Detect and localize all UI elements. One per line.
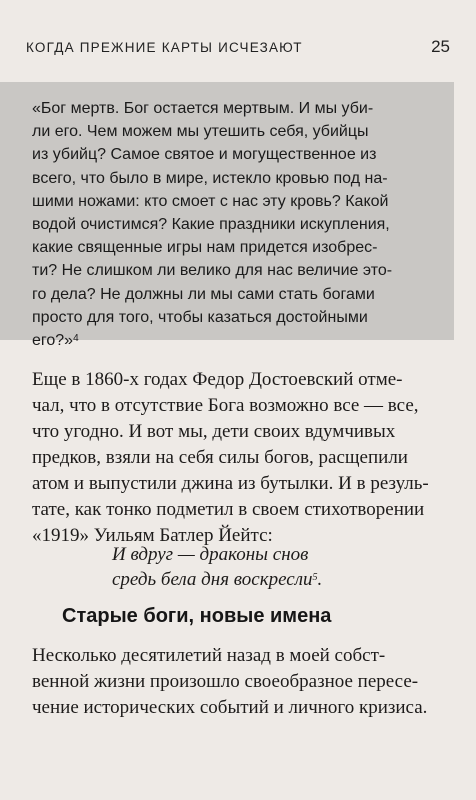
quote-line: из убийц? Самое святое и могущественное из [32,146,377,164]
paragraph-dostoevsky [32,367,462,549]
yeats-verse [112,542,322,592]
quote-line: водой очистимся? Какие праздники искупления, [32,216,390,234]
quote-line: просто для того, чтобы казаться достойными [32,308,368,326]
body-line: чал, что в отсутствие Бога возможно все — все, [32,395,419,416]
nietzsche-quote [32,97,462,352]
body-line: атом и выпустили джина из бутылки. И в резуль- [32,473,429,494]
body-line: что угодно. И вот мы, дети своих вдумчивых [32,421,396,442]
verse-period: . [317,569,323,590]
paragraph-decades [32,643,462,721]
quote-line: го дела? Не должны ли мы сами стать богами [32,285,375,303]
running-head: КОГДА ПРЕЖНИЕ КАРТЫ ИСЧЕЗАЮТ [26,40,303,55]
quote-line: ти? Не слишком ли велико для нас величие это- [32,262,393,280]
quote-line-end: его?» [32,332,74,350]
quote-line: какие священные игры нам придется изобрес- [32,239,378,257]
quote-line-last [32,329,462,352]
body-line: предков, взяли на себя силы богов, расщепили [32,447,408,468]
body-line: «1919» Уильям Батлер Йейтс: [32,525,273,546]
quote-line: ли его. Чем можем мы утешить себя, убийцы [32,123,369,141]
quote-line: всего, что было в мире, истекло кровью под на- [32,169,388,187]
footnote-marker-5[interactable]: 5 [312,572,318,583]
quote-line: шими ножами: кто смоет с нас эту кровь? Какой [32,192,389,210]
page-header [26,36,450,62]
verse-line-1: И вдруг — драконы снов [112,544,309,565]
section-heading: Старые боги, новые имена [62,605,332,627]
body-line: Несколько десятилетий назад в моей собст- [32,645,386,666]
body-line: тате, как тонко подметил в своем стихотворении [32,499,425,520]
page-number: 25 [431,37,450,56]
footnote-marker-4[interactable]: 4 [73,333,79,345]
quote-line: «Бог мертв. Бог остается мертвым. И мы уби- [32,100,374,117]
verse-line-2-wrap [112,567,322,592]
verse-line-2: средь бела дня воскресли [112,569,313,590]
body-line: Еще в 1860-х годах Федор Достоевский отме- [32,369,403,390]
body-line: чение исторических событий и личного кризиса. [32,697,428,718]
body-line: венной жизни произошло своеобразное пересе- [32,671,419,692]
